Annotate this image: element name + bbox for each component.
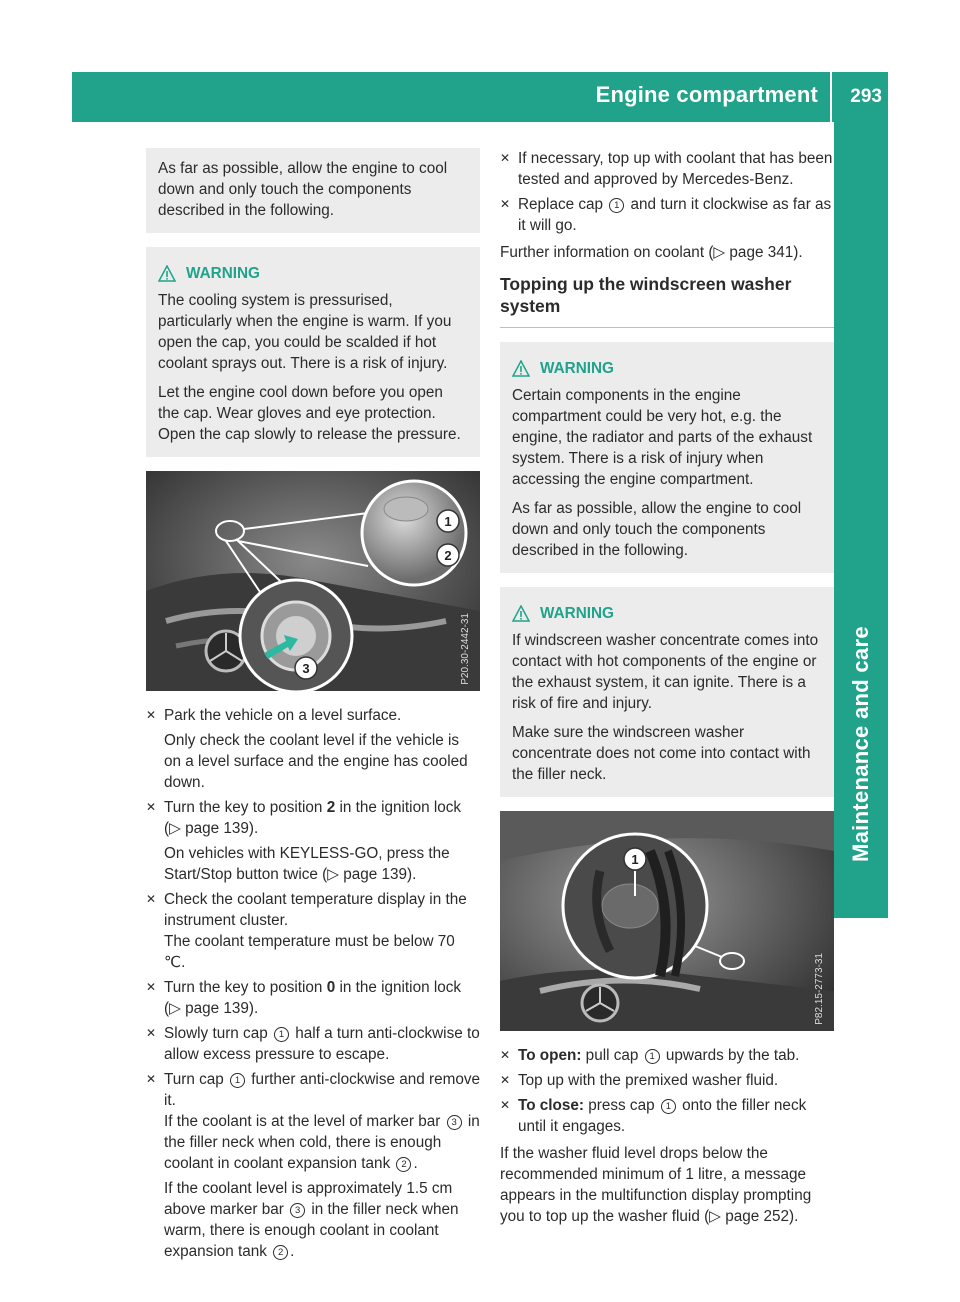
marker-1-icon: 1 [609, 198, 624, 213]
instruction-step [146, 705, 480, 793]
svg-text:2: 2 [444, 548, 452, 563]
header-divider [830, 72, 832, 122]
page-title: Engine compartment [595, 82, 818, 107]
step-arrow-icon: ✕ [146, 800, 157, 814]
side-tab-marker [834, 862, 888, 918]
washer-fluid-note: If the washer fluid level drops below the recommended minimum of 1 litre, a message appears in the multifunction display prompting you to top up the washer fluid (▷ page 252). [500, 1145, 812, 1225]
figure-code: P82.15-2773-31 [814, 953, 825, 1025]
warning-text: Make sure the windscreen washer concentrate does not come into contact with the filler neck. [512, 724, 811, 783]
marker-1-icon: 1 [230, 1073, 245, 1088]
marker-1-icon: 1 [645, 1049, 660, 1064]
left-column [146, 148, 480, 1266]
step-text: Replace cap 1 and turn it clockwise as far as it will go. [518, 196, 832, 234]
instruction-step [146, 977, 480, 1019]
instruction-step [500, 1095, 834, 1137]
marker-2-callout [437, 544, 459, 566]
marker-1-icon: 1 [661, 1099, 676, 1114]
engine-bay-illustration [500, 811, 834, 1031]
step-note: If the coolant level is approximately 1.5 cm above marker bar 3 in the filler neck when warm, there is enough coolant in coolant expansion tank 2 . [164, 1180, 459, 1260]
marker-3-icon: 3 [290, 1203, 305, 1218]
step-arrow-icon: ✕ [146, 1026, 157, 1040]
step-text: To close: press cap 1 onto the filler neck until it engages. [518, 1097, 807, 1135]
intro-note-box [146, 148, 480, 233]
step-text: Turn the key to position 0 in the ignition lock (▷ page 139). [164, 979, 462, 1017]
instruction-step [500, 148, 834, 190]
svg-text:1: 1 [444, 514, 452, 529]
section-side-tab [834, 122, 888, 866]
step-text: To open: pull cap 1 upwards by the tab. [518, 1047, 800, 1064]
step-text: Turn the key to position 2 in the ignition lock (▷ page 139). [164, 799, 462, 837]
step-text: Slowly turn cap 1 half a turn anti-clockwise to allow excess pressure to escape. [164, 1025, 480, 1063]
right-column [500, 148, 834, 1235]
warning-heading [512, 603, 822, 624]
step-arrow-icon: ✕ [500, 1098, 511, 1112]
step-arrow-icon: ✕ [146, 708, 157, 722]
instruction-step [500, 1070, 834, 1091]
marker-1-callout [624, 848, 646, 870]
marker-2-icon: 2 [396, 1157, 411, 1172]
svg-text:1: 1 [631, 852, 639, 867]
step-arrow-icon: ✕ [500, 1048, 511, 1062]
marker-1-icon: 1 [274, 1027, 289, 1042]
step-arrow-icon: ✕ [146, 980, 157, 994]
step-note: If the coolant is at the level of marker bar 3 in the filler neck when cold, there is enough coolant in coolant expansion tank 2 . [164, 1113, 480, 1172]
washer-reservoir-figure [500, 811, 834, 1031]
step-text: Check the coolant temperature display in the instrument cluster. [164, 891, 467, 929]
step-arrow-icon: ✕ [146, 892, 157, 906]
step-arrow-icon: ✕ [500, 1073, 511, 1087]
instruction-step [146, 1023, 480, 1065]
further-info-text: Further information on coolant (▷ page 341). [500, 244, 803, 261]
figure-code: P20.30-2442-31 [460, 613, 471, 685]
step-note: Only check the coolant level if the vehicle is on a level surface and the engine has cooled down. [164, 732, 468, 791]
instruction-step [146, 889, 480, 973]
step-text: Park the vehicle on a level surface. [164, 707, 402, 724]
coolant-tank-figure [146, 471, 480, 691]
warning-box-washer-concentrate [500, 587, 834, 797]
marker-2-icon: 2 [273, 1245, 288, 1260]
warning-triangle-icon [512, 360, 530, 377]
warning-label: WARNING [186, 265, 260, 282]
warning-heading [512, 358, 822, 379]
engine-bay-illustration [146, 471, 480, 691]
warning-triangle-icon [512, 605, 530, 622]
step-text: Turn cap 1 further anti-clockwise and remove it. [164, 1071, 481, 1109]
warning-label: WARNING [540, 605, 614, 622]
instruction-step [146, 797, 480, 885]
warning-box-cooling [146, 247, 480, 457]
warning-text: Let the engine cool down before you open the cap. Wear gloves and eye protection. Open the cap slowly to release the pressure. [158, 384, 461, 443]
warning-heading [158, 263, 468, 284]
step-arrow-icon: ✕ [500, 197, 511, 211]
step-text: If necessary, top up with coolant that has been tested and approved by Mercedes-Benz. [518, 150, 833, 188]
warning-text: The cooling system is pressurised, particularly when the engine is warm. If you open the cap, you could be scalded if hot coolant sprays out. There is a risk of injury. [158, 292, 452, 372]
step-note: On vehicles with KEYLESS-GO, press the Start/Stop button twice (▷ page 139). [164, 845, 450, 883]
marker-1-callout [437, 510, 459, 532]
svg-text:3: 3 [302, 661, 310, 676]
warning-label: WARNING [540, 360, 614, 377]
warning-text: If windscreen washer concentrate comes into contact with hot components of the engine or the exhaust system, it can ignite. There is a risk of fire and injury. [512, 632, 819, 712]
instruction-step [500, 1045, 834, 1066]
step-text: Top up with the premixed washer fluid. [518, 1072, 779, 1089]
instruction-step [500, 194, 834, 236]
step-arrow-icon: ✕ [500, 151, 511, 165]
marker-3-callout [295, 657, 317, 679]
step-arrow-icon: ✕ [146, 1072, 157, 1086]
instruction-step [146, 1069, 480, 1262]
marker-3-icon: 3 [447, 1115, 462, 1130]
step-note: The coolant temperature must be below 70 ℃. [164, 933, 455, 971]
section-heading: Topping up the windscreen washer system [500, 273, 834, 328]
side-tab-label: Maintenance and care [848, 626, 873, 862]
warning-text: As far as possible, allow the engine to cool down and only touch the components described in the following. [512, 500, 802, 559]
warning-text: Certain components in the engine compartment could be very hot, e.g. the engine, the radiator and parts of the exhaust system. There is a risk of injury when accessing the engine compartment. [512, 387, 813, 488]
warning-triangle-icon [158, 265, 176, 282]
warning-box-hot-components [500, 342, 834, 573]
page-number: 293 [850, 86, 882, 107]
header-bar [72, 72, 888, 122]
intro-note-text: As far as possible, allow the engine to cool down and only touch the components described in the following. [158, 160, 448, 219]
